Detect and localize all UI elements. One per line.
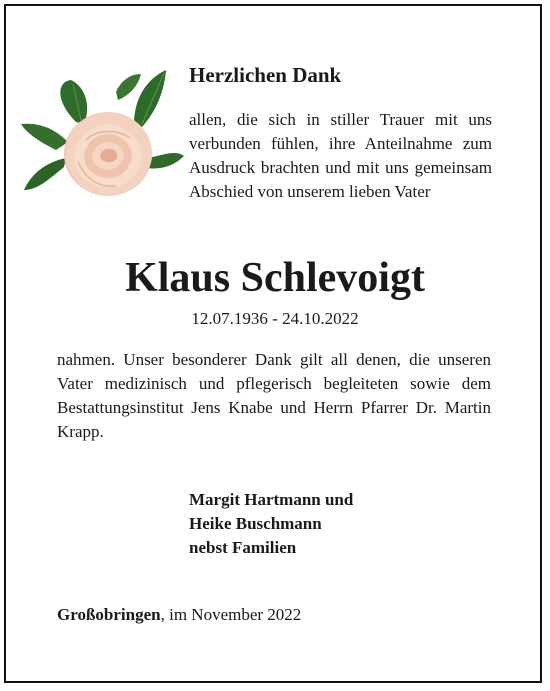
intro-text: allen, die sich in stiller Trauer mit uns verbunden fühlen, ihre Anteilnahme zum Ausdruck brachten und mit uns gemeinsam Abschied von unserem lieben Vater — [189, 110, 492, 201]
date-text: , im November 2022 — [160, 605, 302, 624]
signer-line: Heike Buschmann — [189, 514, 322, 533]
place-date-line — [57, 603, 301, 627]
heading-herzlichen-dank: Herzlichen Dank — [189, 63, 342, 87]
life-dates: 12.07.1936 - 24.10.2022 — [191, 309, 359, 328]
rose-icon — [16, 62, 186, 202]
signers-block — [189, 488, 353, 560]
thanks-body-text: nahmen. Unser besonderer Dank gilt all denen, die unseren Vater medizinisch und pflegerisch begleiteten sowie dem Bestattungsinstitut Jens Knabe und Herrn Pfarrer Dr. Martin Krapp. — [57, 350, 491, 441]
place-name: Großobringen — [57, 605, 161, 624]
signer-line: nebst Familien — [189, 538, 297, 557]
signer-line: Margit Hartmann und — [189, 490, 354, 509]
deceased-name: Klaus Schlevoigt — [125, 255, 425, 301]
